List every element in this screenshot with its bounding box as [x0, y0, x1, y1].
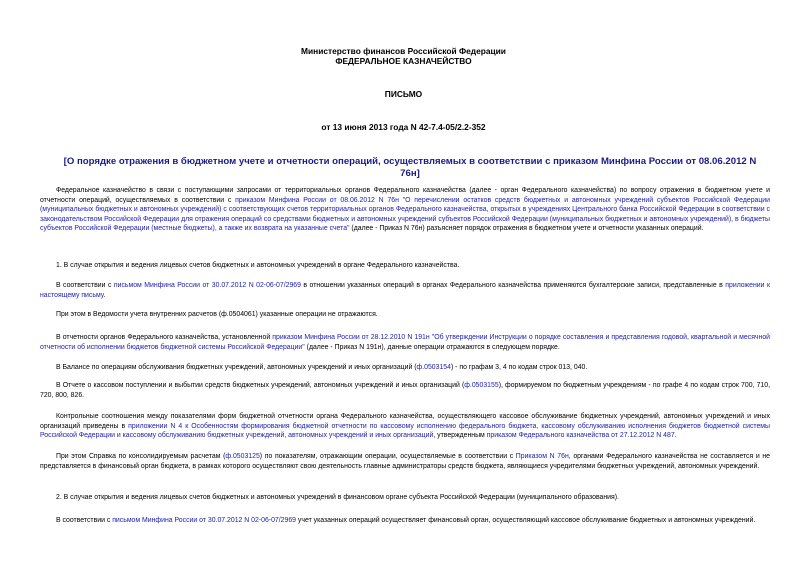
- para-text: В соответствии с: [56, 282, 114, 289]
- para-text: (далее - Приказ N 76н) разъясняет порядок отражения в бюджетном учете и отчетности указанных операций.: [349, 225, 704, 233]
- para-text: в отношении указанных операций в органах Федерального казначейства применяются бухгалтерские записи, представленные в: [300, 282, 726, 289]
- document-title: [60, 156, 760, 180]
- letter-2969-link-2[interactable]: письмом Минфина России от 30.07.2012 N 02-06-07/2969: [112, 517, 297, 524]
- paragraph-consolidated: [40, 452, 770, 471]
- paragraph-accounting-entries: [40, 281, 770, 300]
- title-prefix: [О порядке отражения в бюджетном учете и отчетности операций, осуществляемых в соответствии с: [63, 156, 554, 167]
- order-487-link[interactable]: приказом Федерального казначейства от 27.12.2012 N 487: [486, 432, 675, 440]
- paragraph-reporting: [40, 333, 770, 352]
- para-text: При этом Справка по консолидируемым расчетам (: [56, 453, 226, 460]
- para-text: В Балансе по операциям обслуживания бюджетных учреждений, автономных учреждений и иных организаций (: [56, 364, 417, 371]
- order-76n-short-link[interactable]: Приказом N 76н: [515, 453, 569, 460]
- agency-name: ФЕДЕРАЛЬНОЕ КАЗНАЧЕЙСТВО: [335, 56, 472, 66]
- order-76n-link[interactable]: приказом Минфина России от 08.06.2012 N 76н "О перечислении остатков средств бюджетных и автономных учреждений субъектов Российской Федерации (муниципальных бюджетных и автономных учреждений) с соответствующих счетов территориальных органов Федерального казначейства, открытых в учреждениях Центрального банка Российской Федерации в соответствии с законодательством Российской Федерации для отражения операций со средствами бюджетных и автономных учреждений субъектов Российской Федерации (муниципальных бюджетных и автономных учреждений), в бюджеты субъектов Российской Федерации (местные бюджеты), а также их возврата на указанные счета": [40, 196, 771, 233]
- para-text: В Отчете о кассовом поступлении и выбытии средств бюджетных учреждений, автономных учреждений и иных организаций (: [56, 382, 465, 389]
- para-text: Контрольные соотношения между показателями форм бюджетной отчетности органа Федерального казначейства, осуществляющего кассовое обслуживание бюджетных учреждений, автономных учреждений и иных организаций приведены в: [40, 413, 770, 430]
- para-text: При этом в Ведомости учета внутренних расчетов (ф.0504061) указанные операции не отражаются.: [56, 311, 378, 318]
- para-text: ) - по графам 3, 4 по кодам строк 013, 040.: [450, 364, 588, 371]
- paragraph-control-ratios: [40, 412, 770, 441]
- para-text: 2. В случае открытия и ведения лицевых счетов бюджетных и автономных учреждений в финансовом органе субъекта Российской Федерации (муниципального образования).: [56, 494, 619, 501]
- para-text: , органами Федерального казначейства не составляется и не представляется в финансовый орган бюджета, в рамках которого осуществляют свою деятельность главные администраторы средств бюджета, являющиеся учредителями бюджетных учреждений, автономных учреждений.: [40, 453, 770, 470]
- para-text: 1. В случае открытия и ведения лицевых счетов бюджетных и автономных учреждений в органе Федерального казначейства.: [56, 262, 460, 269]
- para-text: учет указанных операций осуществляет финансовый орган, осуществляющий кассовое обслуживание бюджетных и автономных учреждений.: [296, 517, 756, 524]
- letter-2969-link[interactable]: письмом Минфина России от 30.07.2012 N 02-06-07/2969: [113, 282, 301, 289]
- paragraph-cash-report: [40, 381, 770, 400]
- title-order-link[interactable]: приказом Минфина России от 08.06.2012 N 76н: [400, 156, 757, 179]
- paragraph-ledger: [40, 310, 770, 320]
- para-text: , утвержденным: [433, 432, 487, 440]
- para-text: ), формируемом по бюджетным учреждениям - по графе 4 по кодам строк 700, 710, 720, 800, 826.: [40, 382, 771, 399]
- paragraph-intro: [40, 186, 770, 234]
- para-text: Федеральное казначейство в связи с поступающими запросами от территориальных органов Федерального казначейства (далее - орган Федерального казначейства) по вопросу отражения в бюджетном учете и отчетности операций, осуществляемых в соответствии с: [40, 187, 770, 204]
- para-text: .: [103, 291, 106, 299]
- paragraph-section-2: [40, 493, 770, 503]
- para-text: (далее - Приказ N 191н), данные операции отражаются в следующем порядке.: [304, 343, 560, 351]
- paragraph-financial-body: [40, 516, 770, 526]
- para-text: В отчетности органов Федерального казначейства, установленной: [56, 334, 273, 341]
- para-text: В соответствии с: [56, 517, 113, 524]
- title-suffix: ]: [416, 168, 420, 179]
- doc-date-number: от 13 июня 2013 года N 42-7.4-05/2.2-352: [321, 122, 486, 132]
- appendix-link[interactable]: приложении к настоящему письму: [40, 282, 770, 299]
- doc-type: ПИСЬМО: [384, 89, 423, 99]
- para-text: ) по показателям, отражающим операции, осуществляемые в соответствии с: [259, 453, 516, 460]
- para-text: .: [674, 432, 677, 440]
- form-0503155-link[interactable]: ф.0503155: [464, 382, 499, 389]
- paragraph-section-1: [40, 261, 770, 271]
- ministry-name: Министерство финансов Российской Федерации: [301, 46, 506, 56]
- paragraph-balance: [40, 363, 770, 373]
- order-191n-link[interactable]: приказом Минфина России от 28.12.2010 N 191н "Об утверждении Инструкции о порядке составления и представления годовой, квартальной и месячной отчетности об исполнении бюджетов бюджетной системы Российской Федерации": [40, 334, 770, 351]
- appendix-4-link[interactable]: приложении N 4 к Особенностям формирования бюджетной отчетности по кассовому исполнению федерального бюджета, кассовому обслуживанию исполнения бюджетов бюджетной системы Российской Федерации и кассовому обслуживанию бюджетных учреждений, автономных учреждений и иных организаций: [40, 422, 770, 440]
- form-0503125-link[interactable]: ф.0503125: [225, 453, 260, 460]
- form-0503154-link[interactable]: ф.0503154: [416, 364, 451, 371]
